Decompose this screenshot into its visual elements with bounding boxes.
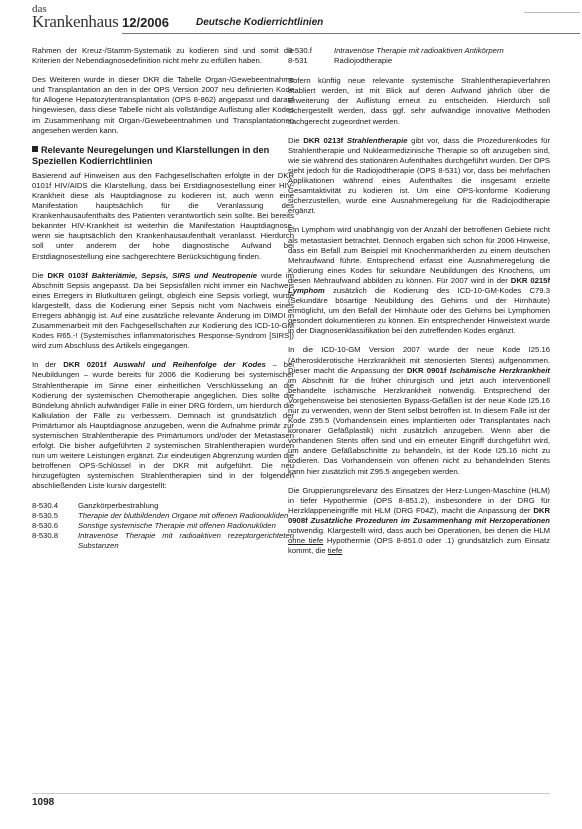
code-row — [32, 511, 294, 521]
dkr-title: Strahlentherapie — [346, 135, 408, 145]
text-run: Hypothermie (OPS 8-851.0 oder .1) grundsätzlich zum Einsatz kommt, die — [288, 536, 550, 556]
paragraph: Sofern künftig neue relevante systemische Strahlentherapieverfahren etabliert werden, ist mit Blick auf deren Aufwand jährlich über die Erweiterung der Auflistung erneut zu entscheiden. Hierdurch soll sichergestellt werden, dass ggf. sehr aufwändige innovative Methoden sachgerecht zugeordnet werden. — [288, 76, 550, 126]
issue-number: 12/2006 — [122, 15, 169, 30]
dkr-reference: DKR 0213f — [303, 135, 347, 145]
paragraph — [288, 136, 550, 217]
dkr-title: Auswahl und Reihenfolge der Kodes — [113, 360, 266, 370]
ops-code-list — [32, 501, 294, 551]
code-row — [288, 56, 550, 66]
code-row — [288, 46, 550, 56]
ops-code: 8-530.5 — [32, 510, 59, 520]
dkr-reference: DKR 0215f — [510, 275, 550, 285]
text-run: – bei Neubildungen – wurde bereits für 2006 die Kodierung bei systemischer Strahlentherapie im Sinne einer einheitlichen Verschlüsselung an die Kodierung der systemischen Chemotherapie angeglichen. Dies sollte die Bündelung ähnlich aufwändiger Fälle in einer DRG fördern, um hierdurch die Kalkulation der Fälle zu verbessern. Demnach ist grundsätzlich der Primärtumor als Hauptdiagnose anzugeben, wenn die Aufnahme primär zur systemischen Strahlentherapie des Primärtumors und/oder der Metastasen erfolgt. Die bisher aufgeführten 2 systemischen Strahlentherapien wurden nun um weitere Leistungen ergänzt. Zur eindeutigen Abgrenzung wurden die betroffenen OPS-Schlüssel in der DKR mit aufgeführt. Die neu hinzugefügten systemischen Strahlentherapien sind in der folgenden abschließenden Liste kursiv dargestellt: — [32, 360, 294, 491]
dkr-title: Lymphom — [288, 285, 325, 295]
header-divider — [122, 33, 580, 34]
underlined-text: tiefe — [327, 546, 343, 556]
logo-top-text: das — [32, 3, 47, 15]
dkr-title: Ischämische Herzkrankheit — [449, 365, 550, 375]
text-run: In der — [32, 360, 64, 370]
text-run: Die Gruppierungsrelevanz des Einsatzes der Herz-Lungen-Maschine (HLM) in tiefer Hypothermie (OPS 8-851.2), insbesondere in der DRG für Herzklappeneingriffe mit HLM (DRG F04Z), macht die Anpassung der — [288, 485, 550, 515]
page-header — [30, 3, 550, 32]
paragraph — [288, 486, 550, 557]
paragraph — [32, 271, 294, 352]
paragraph: Des Weiteren wurde in dieser DKR die Tabelle Organ-/Gewebeentnahme und Transplantation an den in der OPS Version 2007 neu definierten Kode für Allogene Hepatozytentransplantation (OPS 8-862) angepasst und darauf hingewiesen, dass diese Tabelle nicht als vollständige Auflistung aller Kodes im Zusammenhang mit Organ-/Gewebeentnahmen und Transplantationen angesehen werden kann. — [32, 75, 294, 135]
text-run: zusätzlich die Kodierung des ICD-10-GM-Kodes C79.3 (Sekundäre bösartige Neubildung des Gehirns und der Hirnhäute) ermöglicht, um den Befall der Hirnhäute oder des Gehirns bei Lymphomen gesondert dokumentieren zu können. Ein entsprechender Hinweistext wurde in der Diagnosenklassifikation bei den zutreffenden Kodes ergänzt. — [288, 285, 550, 336]
paragraph: Rahmen der Kreuz-/Stamm-Systematik zu kodieren sind und somit die Kriterien der Nebendiagnosedefinition nicht mehr zu erfüllen haben. — [32, 46, 294, 66]
ops-description: Intravenöse Therapie mit radioaktiven rezeptorgerichteten Substanzen — [78, 530, 294, 550]
text-run: gibt vor, dass die Prozedurenkodes für Strahlentherapie und Nuklearmedizinische Therapie so oft anzugeben sind, wie sie während des stationären Aufenthaltes durchgeführt wurden. Der OPS sieht jedoch für die Radiojodtherapie (OPS 8-531) vor, dass bei mehrfachen Applikationen während eines Aufenthaltes die insgesamt erzielte Gesamtaktivität zu kodieren ist. Um eine OPS-konforme Kodierung sicherzustellen, wurde eine Ausnahmeregelung für die Radiojodtherapie ergänzt. — [288, 135, 550, 216]
logo-bottom-text: Krankenhaus — [32, 12, 119, 31]
section-title: Deutsche Kodierrichtlinien — [196, 17, 324, 28]
dkr-title: Zusätzliche Prozeduren im Zusammenhang mit Herzoperationen — [310, 515, 550, 525]
code-row — [32, 501, 294, 511]
ops-code-list-continued — [288, 46, 550, 66]
dkr-reference: DKR 0201f — [63, 360, 114, 370]
ops-description: Ganzkörperbestrahlung — [78, 500, 159, 510]
text-run: notwendig. Klargestellt wird, dass auch bei Operationen, bei denen die HLM — [288, 526, 550, 536]
ops-code: 8-531 — [288, 56, 308, 66]
ops-description: Radiojodtherapie — [334, 56, 393, 66]
text-run: wurde im Abschnitt Sepsis angepasst. Da bei Sepsisfällen nicht immer ein Nachweis eines Erregers in Blutkulturen gelingt, obgleich eine Sepsis vorliegt, wurde klargestellt, dass die Kodierung einer Sepsis nicht vom Nachweis eines Erregers abhängig ist. Auf eine zusätzliche relevante Änderung im DIMDI in Zusammenarbeit mit den Fachgesellschaften zur Kodierung des ICD-10-GM Kodes R65.-! (Systemisches inflammatorisches Response-Syndrom [SIRS]) wird zum Abschluss des Artikels eingegangen. — [32, 270, 294, 351]
text-run: Ein Lymphom wird unabhängig von der Anzahl der betroffenen Gebiete nicht als metastasiert betrachtet. Dennoch ergaben sich schon für 2006 Hinweise, dass ein Befall zum Beispiel mit Knochenmarkherden zu einem deutschen Mehraufwand führte. Entsprechend erfasst eine Ausnahmeregelung die Kodierung eines Kodes für sekundäre Neubildungen des Knochens, um diesen Mehraufwand abbilden zu können. Für 2007 wird in der — [288, 225, 550, 285]
paragraph — [288, 345, 550, 476]
ops-description: Therapie der blutbildenden Organe mit offenen Radionukliden — [78, 510, 289, 520]
ops-code: 8-530.f — [288, 46, 312, 55]
ops-description: Sonstige systemische Therapie mit offenen Radionukliden — [78, 520, 276, 530]
ops-description: Intravenöse Therapie mit radioaktiven Antikörpern — [334, 46, 504, 55]
journal-logo — [30, 3, 119, 32]
ops-code: 8-530.4 — [32, 500, 59, 510]
header-top-divider — [524, 12, 580, 13]
underlined-text: ohne tiefe — [288, 536, 324, 546]
left-column — [32, 46, 294, 551]
text-run: im Abschnitt für die früher chirurgisch und jetzt auch interventionell behandelte ischämische Herzkrankheit notwendig. Entsprechend der Vorgehensweise bei stenosierten Bypass-Gefäßen ist der neue Kode I25.16 nur zu verwenden, wenn der Stent selbst betroffen ist. In diesem Falle ist der Kode Z95.5 (Vorhandensein eines implantierten oder Transplantates nach koronarer Gefäßplastik) nicht zusätzlich anzugeben. Wenn aber die vorhandenen Stents offen sind und ein erneuter Eingriff durchgeführt wird, um andere Gefäßabschnitte zu behandeln, ist der Kode I25.16 nicht zu kodieren. Das Vorhandensein von offenen nicht zu behandelnden Stents kann hier zusätzlich mit Z95.5 angegeben werden. — [288, 375, 550, 476]
ops-code: 8-530.8 — [32, 530, 59, 540]
square-bullet-icon — [32, 146, 38, 152]
dkr-title: Bakteriämie, Sepsis, SIRS und Neutropenie — [91, 270, 258, 280]
right-column — [288, 46, 550, 565]
dkr-reference: DKR 0908f — [288, 505, 550, 525]
page-number: 1098 — [32, 797, 55, 808]
section-heading — [32, 145, 294, 167]
paragraph: Basierend auf Hinweisen aus den Fachgesellschaften erfolgte in der DKR 0101f HIV/AIDS die Klarstellung, dass bei Erstdiagnosestellung einer HIV-Krankheit diese als Hauptdiagnose zu kodieren ist, auch wenn eine Manifestation hauptsächlich für die Veranlassung des Krankenhausaufenthalts des Patienten verantwortlich sein sollte. Bei bereits bekannter HIV-Krankheit ist weiterhin die Manifestation Hauptdiagnose, wenn sie hauptsächlich den Krankenhausaufenthalt veranlasst. Hierdurch soll unter anderem der hohe diagnostische Aufwand bei Erstdiagnosestellung eine sachgerechtere Berücksichtigung finden. — [32, 170, 294, 261]
text-run: Die — [288, 135, 304, 145]
ops-code: 8-530.6 — [32, 520, 59, 530]
code-row — [32, 531, 294, 551]
paragraph — [288, 225, 550, 336]
dkr-reference: DKR 0103f — [47, 270, 92, 280]
code-row — [32, 521, 294, 531]
footer-divider — [32, 793, 550, 794]
paragraph — [32, 360, 294, 491]
dkr-reference: DKR 0901f — [406, 365, 450, 375]
text-run: Die — [32, 270, 48, 280]
section-heading-text: Relevante Neuregelungen und Klarstellungen in den Speziellen Kodierrichtlinien — [32, 144, 270, 166]
text-run: In die ICD-10-GM Version 2007 wurde der neue Kode I25.16 (Atherosklerotische Herzkrankheit mit stenosierten Stents) aufgenommen. Dieser macht die Anpassung der — [288, 345, 550, 375]
